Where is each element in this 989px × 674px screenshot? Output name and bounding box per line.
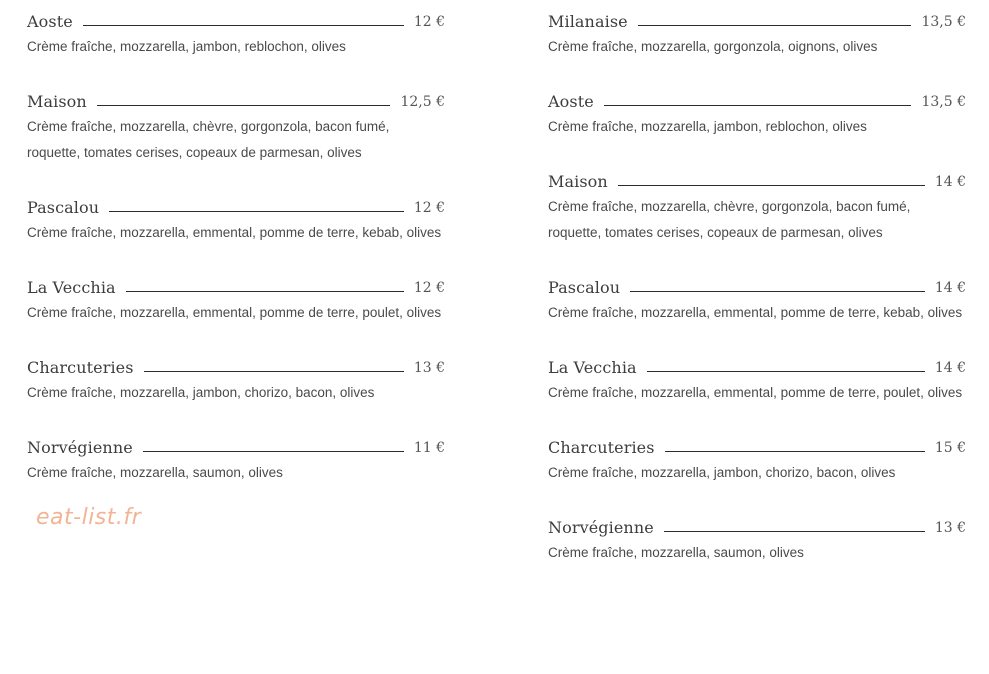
menu-item-name: Norvégienne bbox=[27, 438, 133, 457]
menu-item-header bbox=[548, 88, 966, 112]
menu-item-description: Crème fraîche, mozzarella, emmental, pomme de terre, kebab, olives bbox=[27, 225, 442, 240]
menu-item bbox=[548, 514, 966, 566]
menu-item bbox=[27, 8, 445, 60]
leader-line bbox=[638, 25, 912, 26]
menu-item-header bbox=[548, 274, 966, 298]
menu-item-price: 15 € bbox=[934, 440, 966, 456]
menu-item-price: 13,5 € bbox=[921, 94, 966, 110]
menu-item-description: Crème fraîche, mozzarella, chèvre, gorgonzola, bacon fumé, roquette, tomates cerises, copeaux de parmesan, olives bbox=[548, 199, 911, 240]
menu-item-price: 14 € bbox=[934, 280, 966, 296]
menu-item-name: Charcuteries bbox=[27, 358, 134, 377]
menu-item-description: Crème fraîche, mozzarella, jambon, reblochon, olives bbox=[27, 39, 346, 54]
menu-item-name: La Vecchia bbox=[27, 278, 116, 297]
menu-item-price: 12 € bbox=[413, 14, 445, 30]
menu-item-price: 14 € bbox=[934, 174, 966, 190]
menu-item-header bbox=[548, 354, 966, 378]
leader-line bbox=[604, 105, 912, 106]
menu-item-header bbox=[27, 8, 445, 32]
leader-line bbox=[618, 185, 925, 186]
menu-item-description: Crème fraîche, mozzarella, saumon, olives bbox=[548, 545, 804, 560]
leader-line bbox=[647, 371, 925, 372]
leader-line bbox=[97, 105, 391, 106]
menu-item-price: 13 € bbox=[413, 360, 445, 376]
menu-item-price: 14 € bbox=[934, 360, 966, 376]
menu-item-description: Crème fraîche, mozzarella, emmental, pomme de terre, kebab, olives bbox=[548, 305, 963, 320]
menu-item-description: Crème fraîche, mozzarella, jambon, chorizo, bacon, olives bbox=[27, 385, 375, 400]
menu-item-name: Maison bbox=[27, 92, 87, 111]
menu-item bbox=[548, 354, 966, 406]
menu-item-price: 13,5 € bbox=[921, 14, 966, 30]
menu-item-description: Crème fraîche, mozzarella, gorgonzola, oignons, olives bbox=[548, 39, 878, 54]
menu-item-name: Aoste bbox=[27, 12, 73, 31]
menu-item-header bbox=[27, 194, 445, 218]
menu-item-name: Aoste bbox=[548, 92, 594, 111]
menu-item-header bbox=[27, 434, 445, 458]
menu-item-price: 13 € bbox=[934, 520, 966, 536]
leader-line bbox=[83, 25, 404, 26]
menu-item-description: Crème fraîche, mozzarella, jambon, reblochon, olives bbox=[548, 119, 867, 134]
menu-item-header bbox=[548, 168, 966, 192]
menu-item-header bbox=[548, 514, 966, 538]
menu-item bbox=[27, 274, 445, 326]
menu-item-name: Maison bbox=[548, 172, 608, 191]
menu-item bbox=[27, 434, 445, 486]
menu-item-name: Charcuteries bbox=[548, 438, 655, 457]
menu-item bbox=[548, 8, 966, 60]
menu-item bbox=[27, 194, 445, 246]
leader-line bbox=[664, 531, 925, 532]
menu-item bbox=[548, 434, 966, 486]
menu-item bbox=[548, 274, 966, 326]
menu-item-header bbox=[548, 8, 966, 32]
menu-item-header bbox=[27, 88, 445, 112]
leader-line bbox=[630, 291, 925, 292]
menu-column-left bbox=[27, 8, 445, 486]
menu-item bbox=[548, 88, 966, 140]
menu-item-name: Norvégienne bbox=[548, 518, 654, 537]
menu-item-name: Pascalou bbox=[548, 278, 621, 297]
menu-item-price: 12 € bbox=[413, 200, 445, 216]
menu-item-description: Crème fraîche, mozzarella, saumon, olives bbox=[27, 465, 283, 480]
leader-line bbox=[144, 371, 404, 372]
menu-column-right bbox=[548, 8, 966, 566]
menu-item-price: 12 € bbox=[413, 280, 445, 296]
menu-item bbox=[27, 88, 445, 166]
menu-item-header bbox=[27, 354, 445, 378]
leader-line bbox=[143, 451, 404, 452]
menu-item-price: 11 € bbox=[413, 440, 445, 456]
menu-item-header bbox=[548, 434, 966, 458]
menu-item-description: Crème fraîche, mozzarella, jambon, chorizo, bacon, olives bbox=[548, 465, 896, 480]
menu-item-name: Milanaise bbox=[548, 12, 628, 31]
menu-item-header bbox=[27, 274, 445, 298]
menu-item-name: Pascalou bbox=[27, 198, 100, 217]
menu-item-description: Crème fraîche, mozzarella, emmental, pomme de terre, poulet, olives bbox=[27, 305, 442, 320]
menu-item-description: Crème fraîche, mozzarella, emmental, pomme de terre, poulet, olives bbox=[548, 385, 963, 400]
menu-item-name: La Vecchia bbox=[548, 358, 637, 377]
leader-line bbox=[109, 211, 404, 212]
menu-item-price: 12,5 € bbox=[400, 94, 445, 110]
menu-item bbox=[548, 168, 966, 246]
menu-item-description: Crème fraîche, mozzarella, chèvre, gorgonzola, bacon fumé, roquette, tomates cerises, copeaux de parmesan, olives bbox=[27, 119, 390, 160]
watermark: eat-list.fr bbox=[36, 505, 142, 530]
menu-item bbox=[27, 354, 445, 406]
leader-line bbox=[665, 451, 925, 452]
leader-line bbox=[126, 291, 404, 292]
